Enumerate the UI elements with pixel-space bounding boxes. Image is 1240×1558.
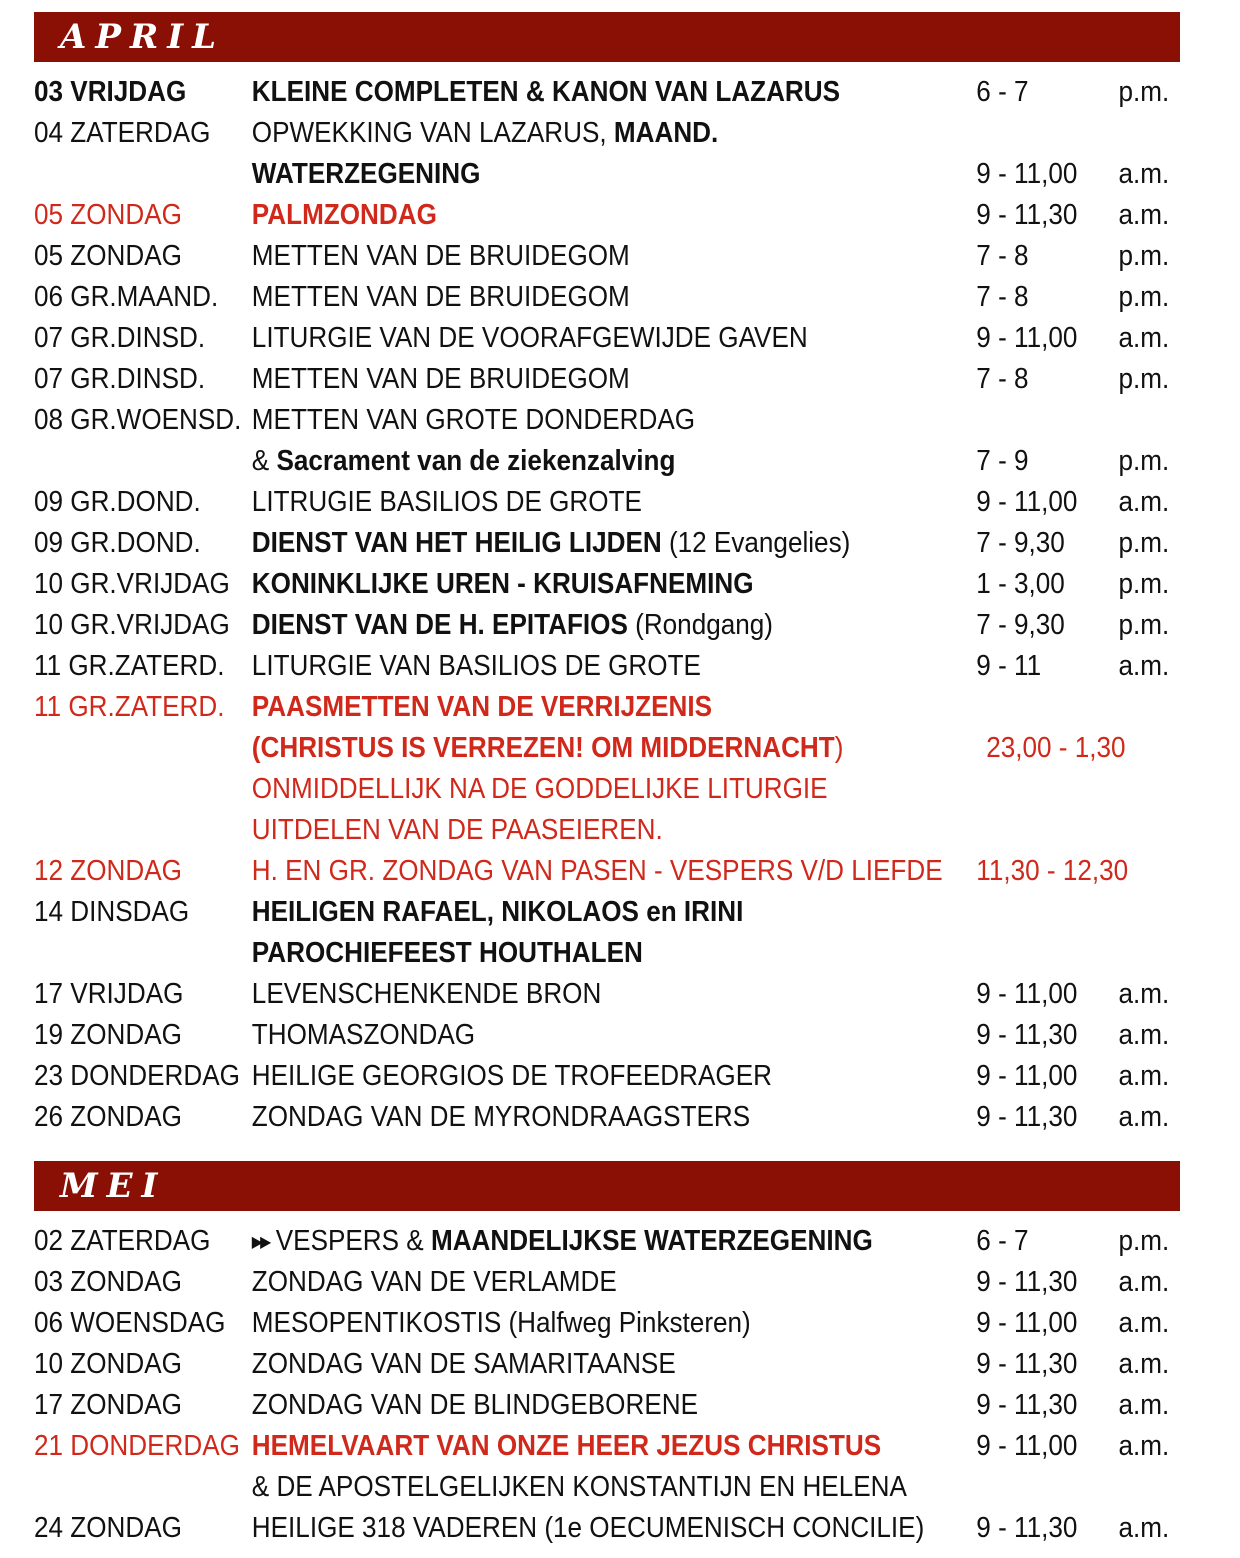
event — [252, 605, 773, 646]
ampm: p.m. — [1118, 609, 1170, 641]
event: PAROCHIEFEEST HOUTHALEN — [251, 937, 643, 969]
event: & DE APOSTELGELIJKEN KONSTANTIJN EN HELENA — [251, 1471, 907, 1503]
time: 9 - 11,00 — [976, 322, 1078, 354]
date: 10 GR.VRIJDAG — [34, 568, 230, 600]
ampm: a.m. — [1118, 1512, 1170, 1544]
april-header — [34, 12, 1180, 62]
date: 24 ZONDAG — [34, 1512, 182, 1544]
time: 9 - 11 — [976, 650, 1042, 682]
ampm: a.m. — [1118, 1348, 1170, 1380]
ampm: a.m. — [1118, 1101, 1170, 1133]
event: ZONDAG VAN DE MYRONDRAAGSTERS — [251, 1101, 751, 1133]
event: PALMZONDAG — [251, 199, 437, 231]
event-extra: MAAND. — [613, 117, 719, 149]
date: 21 DONDERDAG — [34, 1430, 240, 1462]
schedule-row — [34, 1344, 1170, 1385]
date: 06 WOENSDAG — [34, 1307, 226, 1339]
schedule-row — [34, 933, 1078, 974]
ampm: p.m. — [1118, 568, 1170, 600]
schedule-row — [34, 277, 1170, 318]
schedule-row — [34, 154, 1170, 195]
event-title: DIENST VAN DE H. EPITAFIOS — [251, 609, 628, 641]
schedule-row — [34, 1056, 1170, 1097]
event: ZONDAG VAN DE VERLAMDE — [251, 1266, 617, 1298]
time: 9 - 11,00 — [976, 158, 1078, 190]
event-title: DIENST VAN HET HEILIG LIJDEN — [251, 527, 662, 559]
date: 04 ZATERDAG — [34, 117, 211, 149]
date: 08 GR.WOENSD. — [34, 404, 242, 436]
schedule-row — [34, 851, 1129, 892]
time: 9 - 11,00 — [976, 1307, 1078, 1339]
schedule-row — [34, 564, 1170, 605]
time: 9 - 11,30 — [976, 1389, 1078, 1421]
schedule-row — [34, 195, 1170, 236]
event: WATERZEGENING — [251, 158, 481, 190]
schedule-row — [34, 605, 1170, 646]
event: METTEN VAN GROTE DONDERDAG — [251, 404, 696, 436]
event: H. EN GR. ZONDAG VAN PASEN - VESPERS V/D LIEFDE — [251, 855, 943, 887]
event-title: Sacrament van de ziekenzalving — [276, 445, 676, 477]
event-prefix: & — [251, 445, 277, 477]
date: 11 GR.ZATERD. — [34, 650, 225, 682]
date: 17 ZONDAG — [34, 1389, 182, 1421]
event-prefix: VESPERS & — [275, 1225, 431, 1257]
event: MESOPENTIKOSTIS (Halfweg Pinksteren) — [251, 1307, 751, 1339]
mei-header — [34, 1161, 1180, 1211]
schedule-row — [34, 810, 1078, 851]
event: METTEN VAN DE BRUIDEGOM — [251, 240, 630, 272]
ampm: p.m. — [1118, 527, 1170, 559]
event-title: OPWEKKING VAN LAZARUS, — [251, 117, 614, 149]
date: 05 ZONDAG — [34, 199, 182, 231]
ampm: a.m. — [1118, 322, 1170, 354]
ampm: p.m. — [1118, 281, 1170, 313]
date: 05 ZONDAG — [34, 240, 182, 272]
date: 23 DONDERDAG — [34, 1060, 240, 1092]
april-title: APRIL — [60, 17, 226, 57]
ampm: a.m. — [1118, 1307, 1170, 1339]
schedule-row — [34, 1303, 1170, 1344]
schedule-row — [34, 1262, 1170, 1303]
mei-title: MEI — [60, 1166, 167, 1206]
time: 6 - 7 — [976, 76, 1029, 108]
event: UITDELEN VAN DE PAASEIEREN. — [251, 814, 663, 846]
date: 12 ZONDAG — [34, 855, 182, 887]
schedule-row — [34, 974, 1170, 1015]
ampm: a.m. — [1118, 486, 1170, 518]
event: HEILIGE GEORGIOS DE TROFEEDRAGER — [251, 1060, 772, 1092]
time: 7 - 8 — [976, 363, 1029, 395]
schedule-row — [34, 728, 1126, 769]
ampm: a.m. — [1118, 1019, 1170, 1051]
schedule-row — [34, 892, 1078, 933]
ampm: p.m. — [1118, 445, 1170, 477]
date: 07 GR.DINSD. — [34, 363, 206, 395]
event — [252, 728, 844, 769]
date: 17 VRIJDAG — [34, 978, 184, 1010]
event: HEILIGEN RAFAEL, NIKOLAOS en IRINI — [251, 896, 744, 928]
time: 23,00 - 1,30 — [986, 732, 1126, 764]
schedule-row — [34, 318, 1170, 359]
time: 9 - 11,30 — [976, 1348, 1078, 1380]
time: 7 - 9,30 — [976, 609, 1065, 641]
ampm: a.m. — [1118, 199, 1170, 231]
ampm: p.m. — [1118, 240, 1170, 272]
event: ONMIDDELLIJK NA DE GODDELIJKE LITURGIE — [251, 773, 828, 805]
time: 9 - 11,30 — [976, 1019, 1078, 1051]
event: THOMASZONDAG — [251, 1019, 476, 1051]
time: 11,30 - 12,30 — [976, 855, 1129, 887]
event — [252, 72, 840, 113]
schedule-row — [34, 687, 1078, 728]
event: METTEN VAN DE BRUIDEGOM — [251, 281, 630, 313]
ampm: a.m. — [1118, 1266, 1170, 1298]
schedule-row — [34, 1015, 1170, 1056]
event: LITURGIE VAN BASILIOS DE GROTE — [251, 650, 701, 682]
ampm: a.m. — [1118, 978, 1170, 1010]
double-arrow-icon: ▶▶ — [251, 1234, 269, 1251]
date: 06 GR.MAAND. — [34, 281, 219, 313]
time: 9 - 11,30 — [976, 199, 1078, 231]
event: LEVENSCHENKENDE BRON — [251, 978, 602, 1010]
event: HEILIGE 318 VADEREN (1e OECUMENISCH CONCILIE) — [251, 1512, 925, 1544]
date: 26 ZONDAG — [34, 1101, 182, 1133]
time: 7 - 9,30 — [976, 527, 1065, 559]
event-note: (12 Evangelies) — [661, 527, 851, 559]
date: 03 VRIJDAG — [34, 76, 187, 108]
time: 9 - 11,30 — [976, 1101, 1078, 1133]
event — [252, 441, 676, 482]
event-close: ) — [834, 732, 844, 764]
ampm: a.m. — [1118, 1060, 1170, 1092]
time: 9 - 11,00 — [976, 1060, 1078, 1092]
date: 03 ZONDAG — [34, 1266, 182, 1298]
time: 9 - 11,00 — [976, 978, 1078, 1010]
ampm: p.m. — [1118, 363, 1170, 395]
schedule-row — [34, 523, 1170, 564]
time: 7 - 9 — [976, 445, 1029, 477]
event-title: KLEINE COMPLETEN & KANON VAN LAZARUS — [251, 76, 841, 108]
ampm: p.m. — [1118, 76, 1170, 108]
date: 19 ZONDAG — [34, 1019, 182, 1051]
schedule-row — [34, 646, 1170, 687]
ampm: a.m. — [1118, 650, 1170, 682]
time: 9 - 11,00 — [976, 1430, 1078, 1462]
schedule-row — [34, 1467, 1078, 1508]
date: 02 ZATERDAG — [34, 1225, 211, 1257]
event: PAASMETTEN VAN DE VERRIJZENIS — [251, 691, 712, 723]
schedule-row — [34, 400, 1078, 441]
date: 07 GR.DINSD. — [34, 322, 206, 354]
event: LITRUGIE BASILIOS DE GROTE — [251, 486, 642, 518]
event — [252, 1221, 873, 1263]
event: HEMELVAART VAN ONZE HEER JEZUS CHRISTUS — [251, 1430, 882, 1462]
date: 09 GR.DOND. — [34, 486, 201, 518]
event-note: (Rondgang) — [627, 609, 773, 641]
ampm: a.m. — [1118, 1430, 1170, 1462]
schedule-row — [34, 359, 1170, 400]
ampm: a.m. — [1118, 158, 1170, 190]
schedule-row — [34, 769, 1078, 810]
schedule-row — [34, 72, 1170, 113]
event: METTEN VAN DE BRUIDEGOM — [251, 363, 630, 395]
schedule-row — [34, 1426, 1170, 1467]
time: 9 - 11,00 — [976, 486, 1078, 518]
time: 7 - 8 — [976, 240, 1029, 272]
schedule-row — [34, 1385, 1170, 1426]
schedule-row — [34, 1221, 1170, 1262]
event-title: (CHRISTUS IS VERREZEN! OM MIDDERNACHT — [251, 732, 835, 764]
event — [252, 113, 718, 154]
event-title: MAANDELIJKSE WATERZEGENING — [430, 1225, 873, 1257]
time: 1 - 3,00 — [976, 568, 1065, 600]
date: 10 ZONDAG — [34, 1348, 182, 1380]
date: 09 GR.DOND. — [34, 527, 201, 559]
schedule-row — [34, 482, 1170, 523]
date: 10 GR.VRIJDAG — [34, 609, 230, 641]
schedule-row — [34, 113, 1078, 154]
time: 7 - 8 — [976, 281, 1029, 313]
ampm: a.m. — [1118, 1389, 1170, 1421]
date: 11 GR.ZATERD. — [34, 691, 225, 723]
date: 14 DINSDAG — [34, 896, 190, 928]
time: 9 - 11,30 — [976, 1266, 1078, 1298]
time: 6 - 7 — [976, 1225, 1029, 1257]
event: ZONDAG VAN DE BLINDGEBORENE — [251, 1389, 699, 1421]
schedule-row — [34, 441, 1170, 482]
event — [252, 523, 851, 564]
time: 9 - 11,30 — [976, 1512, 1078, 1544]
schedule-row — [34, 236, 1170, 277]
event: ZONDAG VAN DE SAMARITAANSE — [251, 1348, 676, 1380]
ampm: p.m. — [1118, 1225, 1170, 1257]
schedule-row — [34, 1508, 1170, 1549]
schedule-row — [34, 1097, 1170, 1138]
event: KONINKLIJKE UREN - KRUISAFNEMING — [251, 568, 754, 600]
event: LITURGIE VAN DE VOORAFGEWIJDE GAVEN — [251, 322, 808, 354]
